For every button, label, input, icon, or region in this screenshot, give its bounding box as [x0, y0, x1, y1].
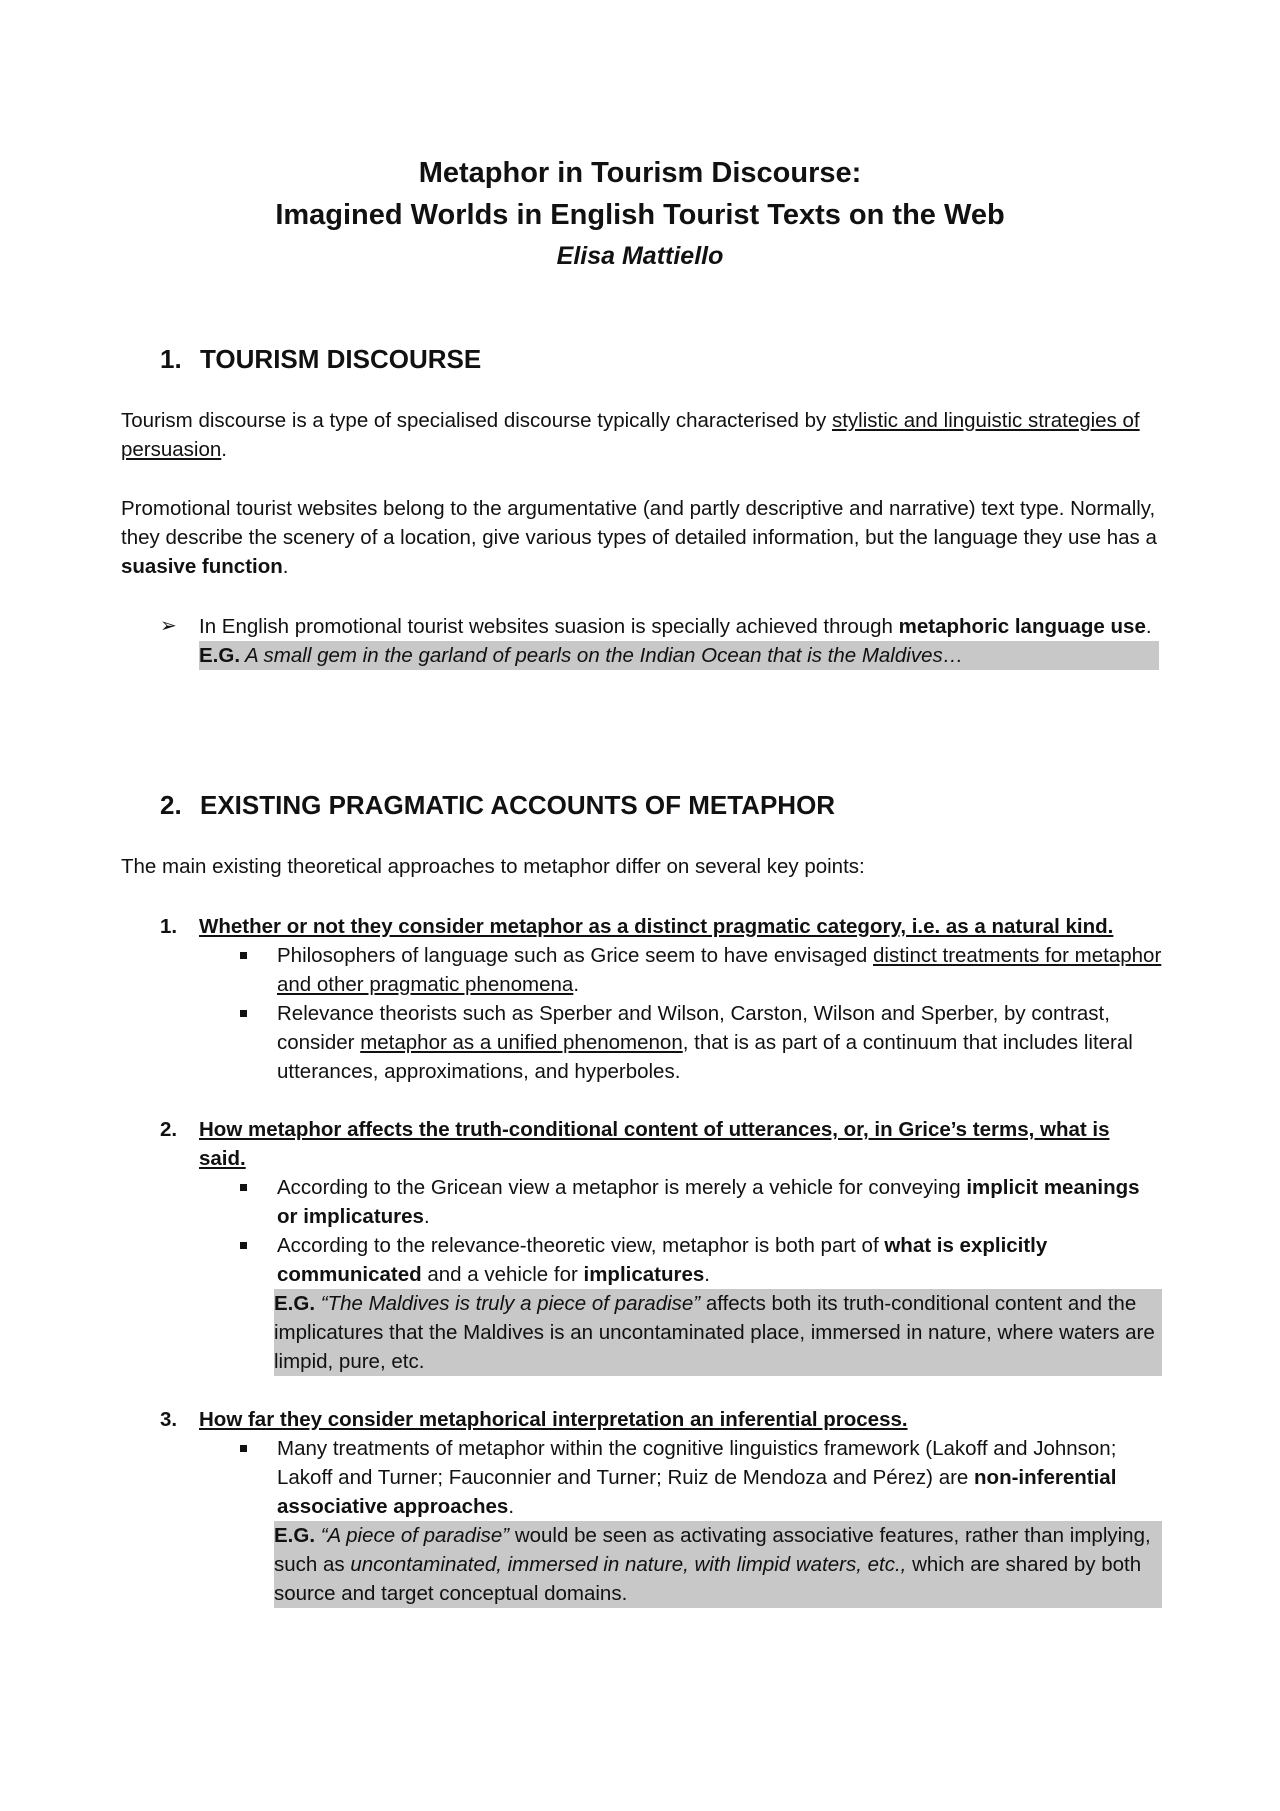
bold-phrase: non-inferential associative approaches — [277, 1466, 1117, 1518]
bold-phrase: metaphoric language use — [898, 615, 1146, 638]
text-span: . — [221, 438, 227, 461]
square-bullet-icon — [240, 1010, 247, 1017]
section-2-number: 2. — [160, 790, 182, 820]
bullet-text — [277, 999, 1165, 1086]
bold-phrase: what is explicitly communicated — [277, 1234, 1048, 1286]
text-span: Relevance theorists such as Sperber and Wilson, Carston, Wilson and Sperber, by contrast, consider — [277, 1002, 1110, 1054]
text-span: . — [1145, 615, 1152, 638]
example-label: E.G. — [274, 1524, 316, 1547]
example-text: which are shared by both source and target conceptual domains. — [274, 1553, 1142, 1605]
example-text: would be seen as activating associative features, rather than implying, such as — [274, 1524, 1151, 1576]
text-span: , that is as part of a continuum that includes literal utterances, approximations, and hyperboles. — [277, 1031, 1133, 1083]
section-1-paragraph-1 — [121, 406, 1166, 464]
section-1-number: 1. — [160, 344, 182, 374]
item-number: 2. — [160, 1118, 178, 1141]
arrow-bullet-icon: ➢ — [160, 615, 177, 637]
example-box-1 — [199, 641, 1159, 670]
item-question: Whether or not they consider metaphor as a distinct pragmatic category, i.e. as a natural kind. — [199, 915, 1114, 938]
text-span: . — [508, 1495, 515, 1518]
underlined-phrase: stylistic and linguistic strategies of persuasion — [121, 409, 1140, 461]
example-italic-phrase: uncontaminated, immersed in nature, with limpid waters, etc., — [350, 1553, 907, 1576]
text-span: . — [704, 1263, 710, 1286]
underlined-phrase: metaphor as a unified phenomenon — [360, 1031, 683, 1054]
text-span: Philosophers of language such as Grice seem to have envisaged — [277, 944, 874, 967]
title-line-2: Imagined Worlds in English Tourist Texts on the Web — [275, 199, 1005, 231]
square-bullet-icon — [240, 1242, 247, 1249]
underlined-phrase: distinct treatments for metaphor and other pragmatic phenomena — [277, 944, 1162, 996]
bold-phrase: implicit meanings or implicatures — [277, 1176, 1140, 1228]
section-1-heading — [160, 342, 481, 376]
text-span: Many treatments of metaphor within the cognitive linguistics framework (Lakoff and Johnson; Lakoff and Turner; Fauconnier and Turner; Ruiz de Mendoza and Pérez) are — [277, 1437, 1117, 1489]
arrow-item-text — [199, 612, 1159, 641]
example-quote: “The Maldives is truly a piece of paradise” — [320, 1292, 701, 1315]
text-span: According to the relevance-theoretic view, metaphor is both part of — [277, 1234, 885, 1257]
item-question: How far they consider metaphorical interpretation an inferential process. — [199, 1408, 908, 1431]
example-text: affects both its truth-conditional content and the implicatures that the Maldives is an uncontaminated place, immersed in nature, where waters are limpid, pure, etc. — [274, 1292, 1155, 1373]
section-2-intro: The main existing theoretical approaches to metaphor differ on several key points: — [121, 855, 865, 878]
text-span: . — [423, 1205, 430, 1228]
text-span: According to the Gricean view a metaphor is merely a vehicle for conveying — [277, 1176, 967, 1199]
title-line-1: Metaphor in Tourism Discourse: — [418, 157, 862, 189]
section-1-title: TOURISM DISCOURSE — [200, 344, 482, 374]
item-question: How metaphor affects the truth-conditional content of utterances, or, in Grice’s terms, what is said. — [199, 1118, 1110, 1170]
item-number: 1. — [160, 915, 178, 938]
bold-phrase: implicatures — [583, 1263, 705, 1286]
item-number: 3. — [160, 1408, 178, 1431]
section-2-title: EXISTING PRAGMATIC ACCOUNTS OF METAPHOR — [200, 790, 836, 820]
text-span: Tourism discourse is a type of specialised discourse typically characterised by — [121, 409, 832, 432]
text-span: . — [573, 973, 580, 996]
square-bullet-icon — [240, 1184, 247, 1191]
example-label: E.G. — [199, 644, 241, 667]
arrow-item-body — [199, 612, 1159, 670]
example-quote: “A piece of paradise” — [320, 1524, 510, 1547]
text-span: and a vehicle for — [421, 1263, 584, 1286]
text-span: In English promotional tourist websites suasion is specially achieved through — [199, 615, 899, 638]
example-text: A small gem in the garland of pearls on the Indian Ocean that is the Maldives… — [240, 644, 964, 667]
text-span: Promotional tourist websites belong to the argumentative (and partly descriptive and narrative) text type. Normally, they describe the scenery of a location, give various types of detailed information, but the language they use has a — [121, 497, 1157, 549]
example-box-2 — [274, 1289, 1162, 1376]
square-bullet-icon — [240, 952, 247, 959]
square-bullet-icon — [240, 1445, 247, 1452]
author-name: Elisa Mattiello — [556, 242, 724, 270]
text-span: . — [282, 555, 289, 578]
section-2-heading — [160, 788, 835, 822]
example-box-3 — [274, 1521, 1162, 1608]
example-label: E.G. — [274, 1292, 316, 1315]
bold-phrase: suasive function — [121, 555, 283, 578]
title-block — [0, 152, 1280, 276]
bullet-text — [277, 1434, 1165, 1521]
bullet-text — [277, 941, 1165, 999]
section-1-paragraph-2 — [121, 494, 1166, 581]
bullet-text — [277, 1173, 1165, 1231]
bullet-text — [277, 1231, 1165, 1289]
